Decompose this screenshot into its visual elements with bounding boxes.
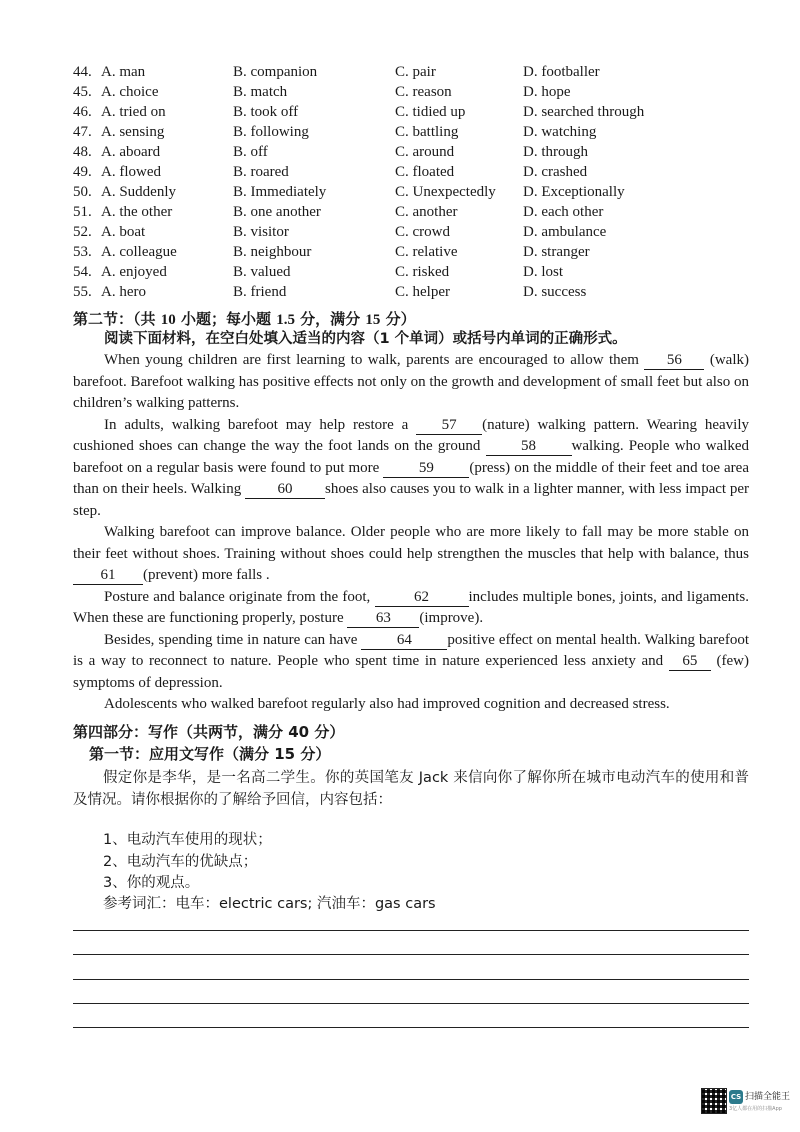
question-number: 46. [73,104,92,120]
option-b: B. match [233,84,288,100]
part4-heading: 第四部分：写作（共两节，满分 40 分） [73,723,345,741]
option-d: D. through [523,144,588,160]
option-a: A. the other [101,204,173,220]
writing-line[interactable] [73,1027,749,1028]
section2-heading: 第二节：（共 10 小题；每小题 1.5 分，满分 15 分） [73,310,416,328]
option-d: D. each other [523,204,604,220]
question-number: 53. [73,244,92,260]
blank-64: 64 [361,632,447,650]
option-b: B. took off [233,104,299,120]
passage-paragraph: Walking barefoot can improve balance. Older people who are more likely to fall may be more stable on their feet without shoes. Training without shoes could help strengthen the muscles that help with balance, thus 61 (prevent) more falls . [73,524,749,583]
option-d: D. Exceptionally [523,184,625,200]
question-number: 49. [73,164,92,180]
blank-56: 56 [644,352,704,370]
option-b: B. roared [233,164,289,180]
blank-63: 63 [347,610,419,628]
question-number: 52. [73,224,92,240]
option-a: A. aboard [101,144,161,160]
option-b: B. friend [233,284,287,300]
option-d: D. searched through [523,104,645,120]
option-d: D. lost [523,264,564,280]
question-number: 51. [73,204,92,220]
option-c: C. tidied up [395,104,466,120]
option-d: D. hope [523,84,571,100]
option-row [73,182,773,202]
question-number: 44. [73,64,92,80]
option-row [73,102,773,122]
option-d: D. watching [523,124,597,140]
option-c: C. risked [395,264,450,280]
scanner-brand: 扫描全能王 [745,1092,791,1102]
reference-vocabulary: 参考词汇：电车：electric cars; 汽油车：gas cars [103,896,436,912]
option-a: A. hero [101,284,146,300]
option-row [73,62,773,82]
blank-65: 65 [669,653,711,671]
option-b: B. companion [233,64,318,80]
answer-options-table [73,62,773,302]
scanner-logo-icon: CS [729,1090,743,1104]
passage-paragraph: Besides, spending time in nature can have 64 positive effect on mental health. Walking barefoot is a way to reconnect to nature. People who spent time in nature experienced less anxiety and 65 (few) symptoms of depression. [73,631,750,691]
question-number: 50. [73,184,92,200]
option-c: C. Unexpectedly [395,184,496,200]
writing-line[interactable] [73,954,749,955]
option-c: C. pair [395,64,436,80]
passage-paragraph: Adolescents who walked barefoot regularly also had improved cognition and decreased stress. [104,696,670,712]
option-c: C. helper [395,284,450,300]
option-d: D. stranger [523,244,590,260]
option-b: B. Immediately [233,184,327,200]
requirement-3: 3、你的观点。 [103,875,200,891]
blank-59: 59 [383,460,469,478]
option-c: C. another [395,204,458,220]
qr-code-icon [701,1088,727,1114]
option-a: A. man [101,64,146,80]
option-b: B. visitor [233,224,289,240]
option-d: D. success [523,284,587,300]
section2-instruction: 阅读下面材料，在空白处填入适当的内容（1 个单词）或括号内单词的正确形式。 [104,331,627,347]
writing-line[interactable] [73,1003,749,1004]
option-row [73,162,773,182]
option-c: C. reason [395,84,452,100]
option-c: C. battling [395,124,459,140]
writing-prompt: 假定你是李华，是一名高二学生。你的英国笔友 Jack 来信向你了解你所在城市电动汽车的使用和普及情况。请你根据你的了解给予回信，内容包括： [73,770,749,808]
blank-57: 57 [416,417,482,435]
option-row [73,142,773,162]
blank-58: 58 [486,438,572,456]
option-row [73,202,773,222]
option-d: D. crashed [523,164,588,180]
option-a: A. choice [101,84,159,100]
blank-60: 60 [245,481,325,499]
option-a: A. boat [101,224,146,240]
requirement-1: 1、电动汽车使用的现状； [103,832,272,848]
part4-subheading: 第一节：应用文写作（满分 15 分） [89,745,331,763]
option-c: C. floated [395,164,455,180]
passage-paragraph: When young children are first learning to walk, parents are encouraged to allow them 56 (walk) barefoot. Barefoot walking has positive effects not only on the growth and development of small feet but also on children’s walking patterns. [73,352,749,411]
option-a: A. Suddenly [101,184,176,200]
option-row [73,242,773,262]
cloze-passage [73,350,749,716]
option-d: D. footballer [523,64,600,80]
blank-61: 61 [73,567,143,585]
question-number: 48. [73,144,92,160]
option-b: B. off [233,144,268,160]
option-c: C. around [395,144,455,160]
option-row [73,262,773,282]
option-c: C. crowd [395,224,450,240]
option-a: A. flowed [101,164,161,180]
option-c: C. relative [395,244,458,260]
option-a: A. sensing [101,124,165,140]
passage-paragraph: In adults, walking barefoot may help restore a 57 (nature) walking pattern. Wearing heavily cushioned shoes can change the way the foot lands on the ground 58 walking. People who walked barefoot on a regular basis were found to put more 59 (press) on the middle of their feet and toe area than on their heels. Walking 60 shoes also causes you to walk in a lighter manner, with less impact per step. [73,416,749,519]
option-a: A. tried on [101,104,166,120]
option-b: B. one another [233,204,321,220]
question-number: 47. [73,124,92,140]
option-row [73,222,773,242]
option-row [73,122,773,142]
option-b: B. following [233,124,309,140]
passage-paragraph: Posture and balance originate from the foot, 62 includes multiple bones, joints, and ligaments. When these are functioning properly, posture 63 (improve). [73,588,749,626]
question-number: 54. [73,264,92,280]
writing-line[interactable] [73,930,749,931]
option-d: D. ambulance [523,224,607,240]
scanner-tagline: 3亿人都在用的扫描App [729,1106,782,1112]
question-number: 55. [73,284,92,300]
option-b: B. valued [233,264,291,280]
option-a: A. enjoyed [101,264,167,280]
option-row [73,82,773,102]
option-b: B. neighbour [233,244,312,260]
option-row [73,282,773,302]
writing-line[interactable] [73,979,749,980]
question-number: 45. [73,84,92,100]
scanner-watermark [701,1088,789,1116]
requirement-2: 2、电动汽车的优缺点； [103,854,258,870]
option-a: A. colleague [101,244,177,260]
blank-62: 62 [375,589,469,607]
